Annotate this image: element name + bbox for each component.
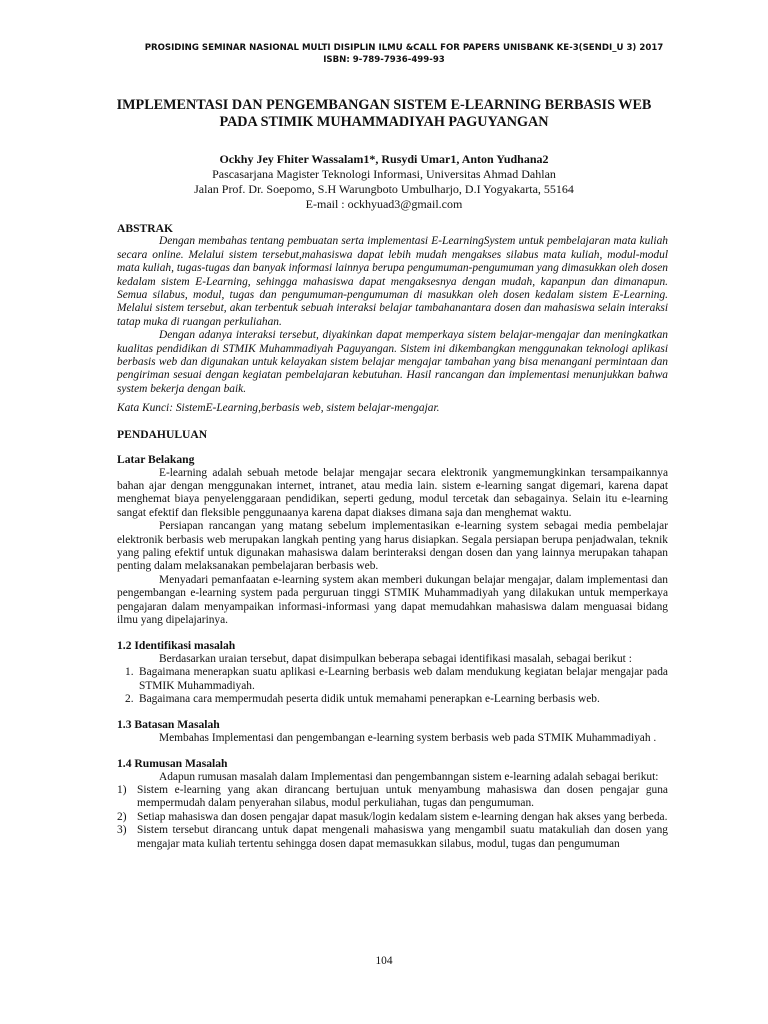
page-number: 104 xyxy=(375,955,393,967)
batasan-text: Membahas Implementasi dan pengembangan e-learning system berbasis web pada STMIK Muhammadiyah . xyxy=(159,731,657,744)
paper-title xyxy=(60,97,708,131)
paper-body xyxy=(117,222,668,851)
latar-belakang-heading: Latar Belakang xyxy=(117,453,195,467)
list-number: 2. xyxy=(125,693,134,705)
author-block xyxy=(0,152,768,212)
list-item xyxy=(117,693,668,706)
list-text: Bagaimana menerapkan suatu aplikasi e-Learning berbasis web dalam mendukung kegiatan belajar mengajar pada STMIK Muhammadiyah. xyxy=(139,666,668,692)
author-address: Jalan Prof. Dr. Soepomo, S.H Warungboto Umbulharjo, D.I Yogyakarta, 55164 xyxy=(194,182,574,196)
proceedings-header xyxy=(0,42,768,66)
list-number: 1. xyxy=(125,666,134,679)
latar-paragraph-3: Menyadari pemanfaatan e-learning system akan memberi dukungan belajar mengajar, dalam implementasi dan pengembangan e-learning system pada perguruan tinggi STMIK Muhammadiyah yang dilakukan untuk memperkaya pengajaran dalam menyampaikan informasi-informasi yang dapat memudahkan mahasiswa dalam menguasai bidang ilmu yang dipelajarinya. xyxy=(117,573,668,626)
list-item xyxy=(117,824,668,851)
latar-paragraph-1: E-learning adalah sebuah metode belajar mengajar secara elektronik yangmemungkinkan tersampaikannya bahan ajar dengan menggunakan internet, intranet, atau media lain. sistem e-learning sangat digemari, karena dapat menghemat biaya penyelenggaraan pendidikan, seperti gedung, modul tercetak dan sebagainya. Selain itu e-learning sangat efektif dan fleksible penggunaanya karena dapat diakses dimana saja dan menghemat waktu. xyxy=(117,466,668,519)
header-isbn: ISBN: 9-789-7936-499-93 xyxy=(323,55,445,65)
list-text: Setiap mahasiswa dan dosen pengajar dapat masuk/login kedalam sistem e-learning dengan hak akses yang berbeda. xyxy=(137,810,668,823)
author-names: Ockhy Jey Fhiter Wassalam1*, Rusydi Umar1, Anton Yudhana2 xyxy=(219,152,549,166)
list-text: Bagaimana cara mempermudah peserta didik untuk memahami penerapkan e-Learning berbasis web. xyxy=(139,693,600,705)
abstract-section xyxy=(117,222,668,396)
title-line-2: PADA STIMIK MUHAMMADIYAH PAGUYANGAN xyxy=(219,114,549,130)
list-number: 1) xyxy=(117,784,127,797)
list-text: Sistem e-learning yang akan dirancang bertujuan untuk menyambung mahasiswa dan dosen pengajar guna mempermudah dalam penyerahan silabus, modul perkuliahan, tugas dan pengumuman. xyxy=(137,784,668,810)
rumusan-intro: Adapun rumusan masalah dalam Implementasi dan pengembanngan sistem e-learning adalah sebagai berikut: xyxy=(159,770,659,783)
abstract-paragraph-1: Dengan membahas tentang pembuatan serta implementasi E-LearningSystem untuk pembelajaran mata kuliah secara online. Melalui sistem tersebut,mahasiswa dapat lebih mudah mengakses silabus mata kuliah, modul-modul mata kuliah, tugas-tugas dan banyak informasi lainnya berupa pengumuman-pengumuman yang dimasukkan oleh dosen kedalam sistem E-Learning, sehingga mahasiswa dapat mengaksesnya dengan mudah, kapanpun dan dimanapun. Semua silabus, modul, tugas dan pengumuman-pengumuman di masukkan oleh dosen kedalam sistem E-Learning. Melalui sistem tersebut, akan terbentuk sebuah interaksi belajar tambahanantara dosen dan mahasiswa selain interaksi tatap muka di ruangan perkuliahan. xyxy=(117,235,668,328)
list-text: Sistem tersebut dirancang untuk dapat mengenali mahasiswa yang mengambil suatu matakuliah dan dosen yang mengajar mata kuliah tertentu sehingga dosen dapat memasukkan silabus, modul, tugas dan pengumuman xyxy=(137,824,668,850)
title-line-1: IMPLEMENTASI DAN PENGEMBANGAN SISTEM E-LEARNING BERBASIS WEB xyxy=(116,97,652,113)
latar-paragraph-2: Persiapan rancangan yang matang sebelum implementasikan e-learning system sebagai media pembelajar elektronik berbasis web merupakan langkah penting yang harus disiapkan. Segala persiapan berupa penjadwalan, teknik yang paling efektif untuk digunakan mahasiswa dalam berinteraksi dengan dosen dan yang lainnya merupakan tahapan penting dalam melaksanakan pembelajaran berbasis web. xyxy=(117,520,668,573)
identifikasi-heading: 1.2 Identifikasi masalah xyxy=(117,639,236,653)
list-item xyxy=(117,666,668,693)
author-email: E-mail : ockhyuad3@gmail.com xyxy=(305,197,463,211)
author-affiliation: Pascasarjana Magister Teknologi Informasi, Universitas Ahmad Dahlan xyxy=(212,167,556,181)
header-line-1: PROSIDING SEMINAR NASIONAL MULTI DISIPLIN ILMU &CALL FOR PAPERS UNISBANK KE-3(SENDI_U 3) 2017 xyxy=(144,43,664,53)
list-number: 3) xyxy=(117,824,127,837)
pendahuluan-heading: PENDAHULUAN xyxy=(117,427,208,441)
keywords: Kata Kunci: SistemE-Learning,berbasis web, sistem belajar-mengajar. xyxy=(117,402,440,415)
list-number: 2) xyxy=(117,810,127,823)
rumusan-heading: 1.4 Rumusan Masalah xyxy=(117,757,228,771)
abstract-paragraph-2: Dengan adanya interaksi tersebut, diyakinkan dapat memperkaya sistem belajar-mengajar dan meningkatkan kualitas pendidikan di STMIK Muhammadiyah Paguyangan. Sistem ini dikembangkan menggunakan teknologi aplikasi berbasis web dan digunakan untuk kelayakan sistem belajar mengajar tambahan yang bisa menangani permintaan dan pengiriman sesuai dengan kegiatan pembelajaran kebutuhan. Hasil rancangan dan implementasi menunjukkan bahwa system bekerja dengan baik. xyxy=(117,329,668,395)
list-item xyxy=(117,784,668,811)
list-item xyxy=(117,811,668,824)
abstract-heading: ABSTRAK xyxy=(117,222,174,235)
batasan-heading: 1.3 Batasan Masalah xyxy=(117,718,220,732)
identifikasi-intro: Berdasarkan uraian tersebut, dapat disimpulkan beberapa sebagai identifikasi masalah, sebagai berikut : xyxy=(159,652,632,665)
